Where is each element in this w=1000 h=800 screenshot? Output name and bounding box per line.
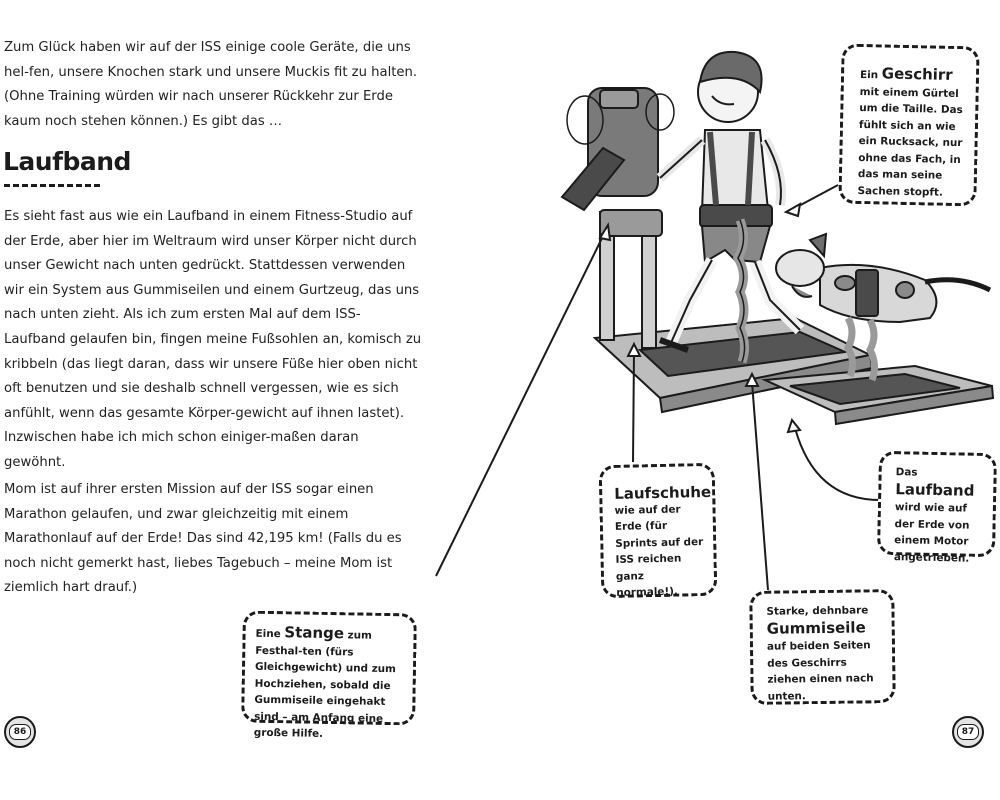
callout-laufschuhe-text: wie auf der Erde (für Sprints auf der ISS reichen ganz normale!). [614,503,704,599]
page-number-left [4,716,36,748]
callout-laufband-key: Laufband [895,479,975,500]
dog-head [776,250,824,286]
callout-laufband-text: wird wie auf der Erde von einem Motor angetrieben. [893,501,970,565]
callout-gummiseile [749,589,896,705]
callout-geschirr-pre: Ein [859,68,882,82]
callout-laufschuhe [599,463,718,598]
page-number-right [952,716,984,748]
callout-laufband [877,451,997,565]
pointer-stange [436,232,605,576]
callout-gummiseile-key: Gummiseile [766,617,866,638]
dog-harness [856,270,878,316]
section-heading: Laufband [3,147,131,176]
pointer-laufschuhe [633,352,634,462]
body-paragraph-1: Es sieht fast aus wie ein Laufband in einem Fitness-Studio auf der Erde, aber hier im Weltraum wird unser Körper nicht durch unser Gewicht nach unten gedrückt. Stattdessen verwenden wir ein System aus Gummiseilen und einem Gurtzeug, das uns nach unten zieht. Als ich zum ersten Mal auf dem ISS-Laufband gelaufen bin, fingen meine Fußsohlen an, komisch zu kribbeln (das liegt daran, dass wir unsere Füße hier oben nicht oft benutzen und sie deshalb schnell vergessen, wie es sich anfühlt, wenn das gesamte Körper-gewicht auf ihnen lastet). Inzwischen habe ich mich schon einiger-maßen daran gewöhnt. [4,209,422,470]
intro-paragraph: Zum Glück haben wir auf der ISS einige coole Geräte, die uns hel-fen, unsere Knochen stark und unsere Muckis fit zu halten. (Ohne Training würden wir nach unserer Rückkehr zur Erde kaum noch stehen können.) Es gibt das … [4,40,418,129]
callout-geschirr-text: mit einem Gürtel um die Taille. Das fühlt sich an wie ein Rucksack, nur ohne das Fach, in das man seine Sachen stopft. [857,85,963,199]
callout-stange [241,610,417,740]
callout-laufband-pre: Das [895,466,918,479]
callout-laufschuhe-key: Laufschuhe [614,482,712,503]
handle-post-2 [642,230,656,348]
callout-gummiseile-pre: Starke, dehnbare [766,604,869,618]
callout-stange-pre: Eine [255,627,285,641]
callout-gummiseile-text: auf beiden Seiten des Geschirrs ziehen einen nach unten. [766,639,874,703]
body-paragraph-2: Mom ist auf ihrer ersten Mission auf der ISS sogar einen Marathon gelaufen, und zwar gleichzeitig mit einem Marathonlauf auf der Erde! Das sind 42,195 km! (Falls du es noch nicht gemerkt hast, liebes Tagebuch – meine Mom ist ziemlich hart drauf.) [4,482,402,596]
pointer-laufband [795,428,880,500]
callout-geschirr-key: Geschirr [881,64,953,84]
helmet-icon [957,724,979,740]
callout-stange-key: Stange [284,623,345,643]
callout-stange-text: zum Festhal-ten (fürs Gleichgewicht) und zum Hochziehen, sobald die Gummiseile eingehakt sind – am Anfang eine große Hilfe. [253,629,397,740]
helmet-icon [9,724,31,740]
callout-geschirr [838,44,979,207]
page-number-left-label: 86 [13,727,27,737]
page-number-right-label: 87 [961,727,975,737]
pointer-geschirr [795,185,838,208]
pointer-gummiseile [752,382,768,590]
harness-belt [700,205,772,227]
